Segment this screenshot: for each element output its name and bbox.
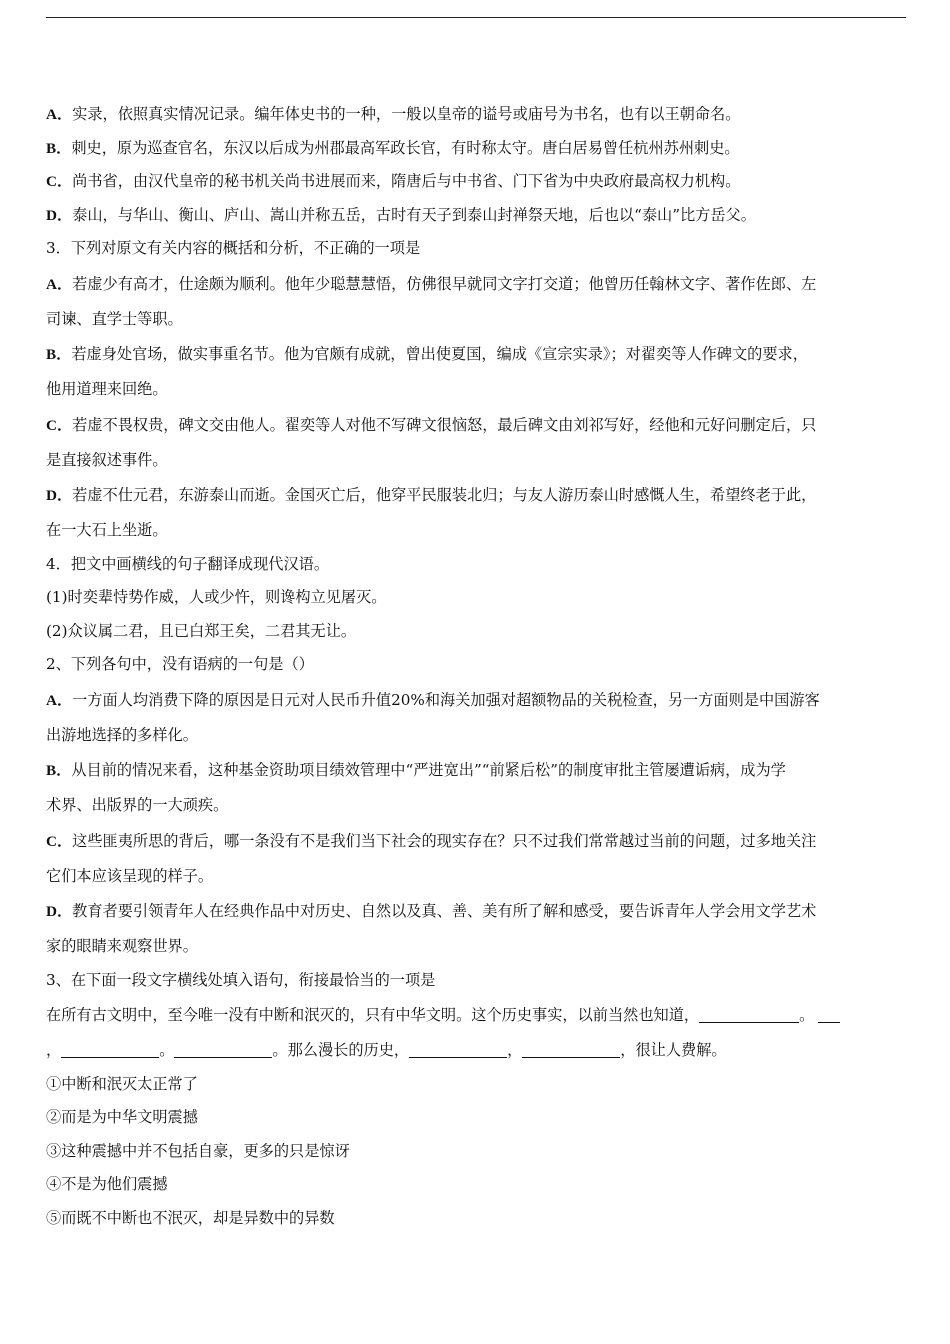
option-text: 这些匪夷所思的背后，哪一条没有不是我们当下社会的现实存在？只不过我们常常越过当前的问题，过多地关注 — [72, 831, 817, 850]
choice-5: ⑤而既不中断也不泯灭，却是异数中的异数 — [46, 1208, 335, 1227]
fill-blank-1 — [699, 1021, 799, 1023]
option-a-shilu — [46, 98, 908, 132]
q2-option-d-line2: 家的眼睛来观察世界。 — [46, 937, 198, 955]
option-label: B． — [46, 346, 72, 363]
q3-option-b-line1 — [46, 336, 908, 373]
passage-punct: 。 — [799, 1006, 815, 1024]
choice-2: ②而是为中华文明震撼 — [46, 1108, 198, 1126]
option-text: 刺史，原为巡查官名，东汉以后成为州郡最高军政长官，有时称太守。唐白居易曾任杭州苏州刺史。 — [71, 138, 740, 157]
fill-blank-5 — [522, 1056, 620, 1058]
q2-option-b-line2: 术界、出版界的一大顽疾。 — [46, 796, 229, 814]
q3-option-c-line1 — [46, 407, 908, 444]
option-label: A． — [46, 106, 73, 123]
option-b-cishi — [46, 132, 908, 166]
question-4-sentence-1: (1)时奕辈恃势作威，人或少忤，则谗构立见屠灭。 — [46, 588, 387, 606]
option-text: 泰山，与华山、衡山、庐山、嵩山并称五岳，古时有天子到泰山封禅祭天地，后也以“泰山”比方岳父。 — [72, 205, 756, 224]
passage-line1 — [46, 997, 908, 1034]
passage-punct: ， — [507, 1041, 523, 1059]
passage-punct: ， — [46, 1041, 62, 1059]
q2-option-b-line1 — [46, 752, 908, 789]
question-2-stem: 2、下列各句中，没有语病的一句是（） — [46, 655, 314, 673]
fill-blank-2-start — [818, 1021, 840, 1023]
document-body — [46, 98, 908, 1235]
option-text: 实录，依照真实情况记录。编年体史书的一种，一般以皇帝的谥号或庙号为书名，也有以王朝命名。 — [72, 105, 741, 123]
fill-blank-3 — [174, 1056, 272, 1058]
option-label: C． — [46, 416, 73, 434]
q3-option-d-line1 — [46, 477, 908, 514]
q2-option-d-line1 — [46, 893, 908, 930]
question-4-sentence-2: (2)众议属二君，且已白郑王矣，二君其无让。 — [46, 621, 357, 640]
passage-text: 。那么漫长的历史， — [272, 1041, 410, 1059]
option-label: D． — [46, 487, 73, 504]
option-label: B． — [46, 762, 72, 779]
option-label: A． — [46, 691, 73, 709]
option-label: C． — [46, 173, 73, 190]
option-text: 教育者要引领青年人在经典作品中对历史、自然以及真、善、美有所了解和感受，要告诉青年人学会用文学艺术 — [72, 902, 817, 920]
question-3-stem: 3．下列对原文有关内容的概括和分析，不正确的一项是 — [46, 239, 421, 257]
option-text: 从目前的情况来看，这种基金资助项目绩效管理中“严进宽出”“前紧后松”的制度审批主管屡遭诟病，成为学 — [71, 761, 786, 779]
q2-option-a-line2: 出游地选择的多样化。 — [46, 725, 198, 744]
q2-option-c-line2: 它们本应该呈现的样子。 — [46, 866, 214, 885]
option-text: 若虚不畏权贵，碑文交由他人。翟奕等人对他不写碑文很恼怒，最后碑文由刘祁写好，经他和元好问删定后，只 — [72, 415, 817, 434]
q3-option-c-line2: 是直接叙述事件。 — [46, 450, 168, 469]
q2-option-a-line1 — [46, 682, 908, 719]
option-text: 若虚不仕元君，东游泰山而逝。金国灭亡后，他穿平民服装北归；与友人游历泰山时感慨人生，希望终老于此， — [72, 486, 817, 504]
q2-option-c-line1 — [46, 823, 908, 860]
passage-line2 — [46, 1034, 908, 1068]
question-3b-stem: 3、在下面一段文字横线处填入语句，衔接最恰当的一项是 — [46, 970, 436, 989]
choice-1: ①中断和泯灭太正常了 — [46, 1074, 198, 1093]
option-label: D． — [46, 903, 73, 920]
option-label: D． — [46, 206, 73, 224]
option-label: C． — [46, 832, 73, 850]
option-text: 一方面人均消费下降的原因是日元对人民币升值20%和海关加强对超额物品的关税检查，另一方面则是中国游客 — [72, 690, 820, 709]
fill-blank-2 — [61, 1056, 159, 1058]
q3-option-d-line2: 在一大石上坐逝。 — [46, 521, 168, 539]
option-text: 若虚少有高才，仕途颇为顺利。他年少聪慧慧悟，仿佛很早就同文字打交道；他曾历任翰林文字、著作佐郎、左 — [72, 274, 817, 293]
option-c-shangshusheng — [46, 165, 908, 199]
q3-option-a-line2: 司谏、直学士等职。 — [46, 309, 183, 328]
fill-blank-4 — [409, 1056, 507, 1058]
q3-option-b-line2: 他用道理来回绝。 — [46, 380, 168, 398]
q3-option-a-line1 — [46, 266, 908, 303]
option-text: 若虚身处官场，做实事重名节。他为官颇有成就，曾出使夏国，编成《宣宗实录》；对翟奕等人作碑文的要求， — [71, 345, 808, 363]
choice-4: ④不是为他们震撼 — [46, 1175, 168, 1193]
option-text: 尚书省，由汉代皇帝的秘书机关尚书进展而来，隋唐后与中书省、门下省为中央政府最高权力机构。 — [72, 172, 741, 190]
header-rule — [46, 17, 906, 18]
option-label: A． — [46, 275, 73, 293]
option-label: B． — [46, 139, 72, 157]
option-d-taishan — [46, 199, 908, 233]
passage-text: 在所有古文明中，至今唯一没有中断和泯灭的，只有中华文明。这个历史事实，以前当然也知道， — [46, 1006, 700, 1024]
question-4-stem: 4．把文中画横线的句子翻译成现代汉语。 — [46, 554, 330, 573]
passage-punct: 。 — [159, 1041, 175, 1059]
choice-3: ③这种震撼中并不包括自豪，更多的只是惊讶 — [46, 1141, 350, 1160]
passage-text: ，很让人费解。 — [620, 1041, 727, 1059]
